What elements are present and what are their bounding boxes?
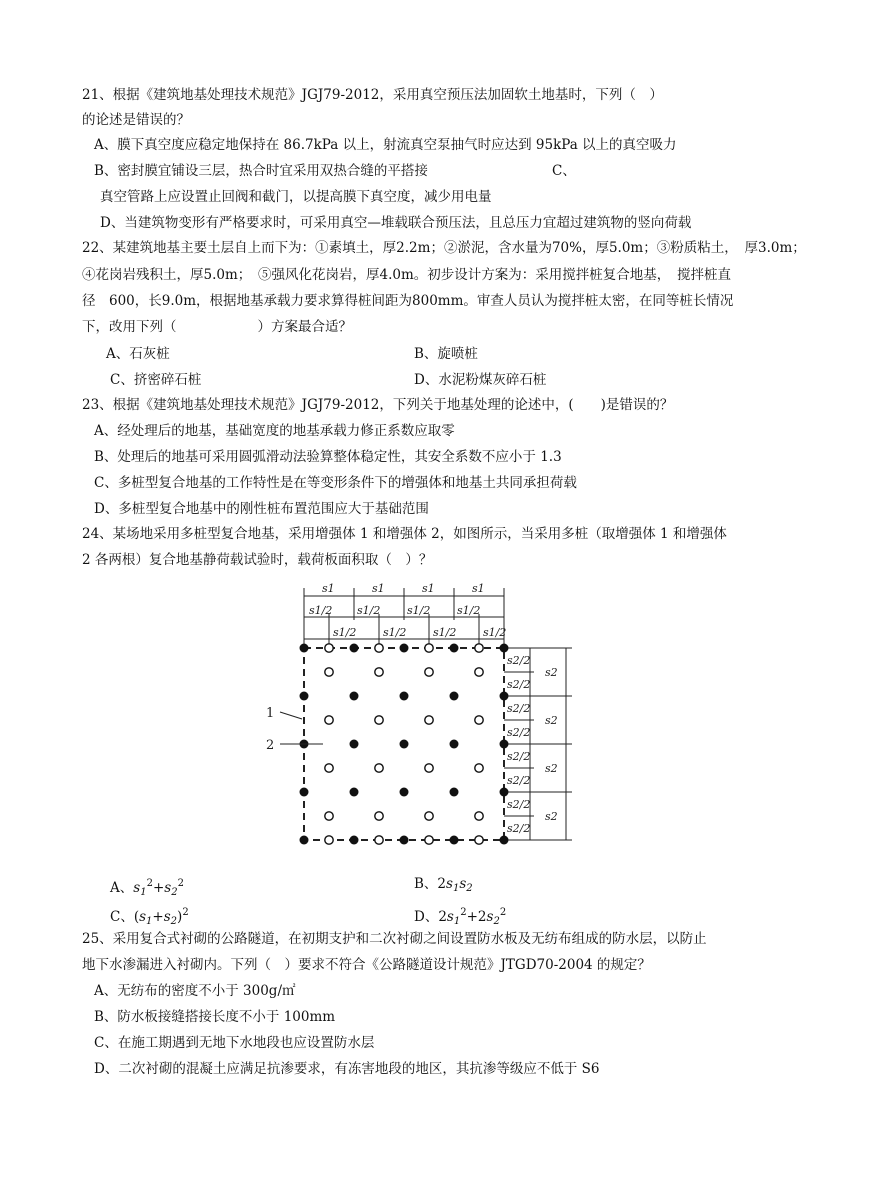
pile-type-1	[500, 644, 509, 653]
label-s1-1: s1	[322, 582, 335, 595]
q24-option-c: C、$(s_1+s_2)^2$	[110, 907, 189, 927]
q24-option-b-prefix: B、2	[414, 876, 447, 892]
pile-type-2	[325, 644, 333, 652]
pile-type-1	[350, 692, 359, 701]
pile-type-1	[450, 644, 459, 653]
top-labels	[309, 582, 506, 639]
q23-option-a: A、经处理后的地基，基础宽度的地基承载力修正系数应取零	[94, 423, 455, 439]
label-s2-4: s2	[545, 810, 558, 823]
q24-stem-line2: 2 各两根）复合地基静荷载试验时，载荷板面积取（ ）？	[82, 552, 433, 568]
pile-type-2	[475, 836, 483, 844]
pile-type-1	[500, 788, 509, 797]
pile-type-1	[300, 692, 309, 701]
pile-type-1	[400, 836, 409, 845]
pile-layout-figure	[258, 575, 578, 853]
pile-type-1	[300, 788, 309, 797]
label-s1-half-3: s1/2	[407, 604, 431, 617]
q25-option-b: B、防水板接缝搭接长度不小于 100mm	[94, 1009, 336, 1025]
q23-option-d: D、多桩型复合地基中的刚性桩布置范围应大于基础范围	[94, 501, 429, 517]
label-s1-half-1: s1/2	[309, 604, 333, 617]
label-s2-half-2: s2/2	[507, 678, 531, 691]
pile-type-1	[400, 788, 409, 797]
label-s1-3: s1	[422, 582, 435, 595]
pile-type-1	[450, 788, 459, 797]
pile-type-2	[325, 812, 333, 820]
pile-type-2	[425, 644, 433, 652]
q24-option-a-prefix: A、	[110, 880, 134, 896]
q25-option-a: A、无纺布的密度不小于 300g/㎡	[94, 983, 296, 999]
label-s1-half-5: s1/2	[333, 626, 357, 639]
pile-type-2	[425, 812, 433, 820]
q21-stem-line1: 21、根据《建筑地基处理技术规范》JGJ79-2012，采用真空预压法加固软土地基时，下列（ ）	[82, 87, 663, 103]
label-s2-half-3: s2/2	[507, 702, 531, 715]
q22-option-b: B、旋喷桩	[414, 346, 478, 362]
q22-stem-line1: 22、某建筑地基主要土层自上而下为：①素填土，厚2.2m；②淤泥，含水量为70%，厚5.0m；③粉质粘土， 厚3.0m；	[82, 240, 806, 256]
label-s1-2: s1	[372, 582, 385, 595]
q25-option-d: D、二次衬砌的混凝土应满足抗渗要求，有冻害地段的地区，其抗渗等级应不低于 S6	[94, 1061, 600, 1077]
label-s1-half-4: s1/2	[457, 604, 481, 617]
q22-option-d: D、水泥粉煤灰碎石桩	[414, 372, 547, 388]
label-s2-1: s2	[545, 666, 558, 679]
label-enhancement-1: 1	[266, 706, 275, 721]
pile-type-1	[350, 644, 359, 653]
pile-type-1	[350, 836, 359, 845]
pile-type-2	[475, 644, 483, 652]
pile-type-2	[375, 668, 383, 676]
label-s1-4: s1	[472, 582, 485, 595]
q21-option-a: A、膜下真空度应稳定地保持在 86.7kPa 以上，射流真空泵抽气时应达到 95kPa 以上的真空吸力	[94, 137, 677, 153]
label-s1-half-7: s1/2	[433, 626, 457, 639]
q24-option-c-suffix: )	[177, 909, 183, 925]
pile-type-2	[475, 668, 483, 676]
pile-type-2	[375, 716, 383, 724]
label-s2-half-1: s2/2	[507, 654, 531, 667]
q22-stem-line2: ④花岗岩残积土，厚5.0m； ⑤强风化花岗岩，厚4.0m。初步设计方案为：采用搅拌桩复合地基， 搅拌桩直	[82, 267, 732, 283]
q23-option-c: C、多桩型复合地基的工作特性是在等变形条件下的增强体和地基土共同承担荷载	[94, 475, 577, 491]
leader-lines	[280, 712, 323, 744]
label-s2-2: s2	[545, 714, 558, 727]
q21-option-c: 真空管路上应设置止回阀和截门，以提高膜下真空度，减少用电量	[100, 189, 492, 205]
pile-type-1	[350, 740, 359, 749]
pile-grid	[300, 644, 509, 845]
pile-type-1	[450, 836, 459, 845]
q24-option-a: A、$s_1^2+s_2^2$	[110, 878, 184, 898]
pile-type-2	[475, 812, 483, 820]
label-s2-half-4: s2/2	[507, 726, 531, 739]
q21-option-d: D、当建筑物变形有严格要求时，可采用真空—堆载联合预压法，且总压力宜超过建筑物的竖向荷载	[100, 215, 692, 231]
pile-type-2	[475, 716, 483, 724]
pile-type-2	[375, 836, 383, 844]
q22-stem-line3: 径 600，长9.0m，根据地基承载力要求算得桩间距为800mm。审查人员认为搅拌桩太密，在同等桩长情况	[82, 293, 734, 309]
q24-option-d-prefix: D、2	[414, 909, 447, 925]
pile-type-1	[500, 692, 509, 701]
label-s2-3: s2	[545, 762, 558, 775]
q24-option-d: D、$2s_1^2+2s_2^2$	[414, 907, 507, 927]
q21-option-b: B、密封膜宜铺设三层，热合时宜采用双热合缝的平搭接	[94, 163, 428, 179]
pile-type-1	[400, 692, 409, 701]
q21-stem-line2: 的论述是错误的？	[82, 112, 190, 128]
pile-type-1	[300, 644, 309, 653]
right-dimension-lines	[504, 648, 572, 840]
label-s2-half-8: s2/2	[507, 822, 531, 835]
label-s1-half-6: s1/2	[383, 626, 407, 639]
q25-stem-line1: 25、采用复合式衬砌的公路隧道，在初期支护和二次衬砌之间设置防水板及无纺布组成的防水层，以防止	[82, 931, 707, 947]
label-enhancement-2: 2	[266, 738, 275, 753]
q24-stem-line1: 24、某场地采用多桩型复合地基，采用增强体 1 和增强体 2，如图所示，当采用多桩（取增强体 1 和增强体	[82, 526, 727, 542]
label-s1-half-2: s1/2	[357, 604, 381, 617]
q25-stem-line2: 地下水渗漏进入衬砌内。下列（ ）要求不符合《公路隧道设计规范》JTGD70-2004 的规定？	[82, 957, 651, 973]
q23-option-b: B、处理后的地基可采用圆弧滑动法验算整体稳定性，其安全系数不应小于 1.3	[94, 449, 562, 465]
q24-option-b: B、$2s_1s_2$	[414, 876, 473, 894]
q21-option-c-label: C、	[552, 163, 576, 179]
pile-type-2	[325, 836, 333, 844]
pile-type-2	[325, 716, 333, 724]
pile-type-2	[375, 764, 383, 772]
label-s2-half-5: s2/2	[507, 750, 531, 763]
label-s1-half-8: s1/2	[483, 626, 507, 639]
pile-type-2	[425, 668, 433, 676]
pile-type-1	[500, 836, 509, 845]
pile-type-1	[400, 644, 409, 653]
pile-type-2	[375, 812, 383, 820]
pile-type-2	[425, 716, 433, 724]
pile-type-1	[450, 740, 459, 749]
q24-option-c-prefix: C、(	[110, 909, 140, 925]
pile-type-1	[350, 788, 359, 797]
pile-type-2	[425, 764, 433, 772]
pile-type-1	[500, 740, 509, 749]
pile-type-1	[450, 692, 459, 701]
pile-type-1	[300, 836, 309, 845]
q22-option-c: C、挤密碎石桩	[110, 372, 202, 388]
q22-option-a: A、石灰桩	[106, 346, 170, 362]
label-s2-half-7: s2/2	[507, 798, 531, 811]
pile-type-2	[325, 668, 333, 676]
label-s2-half-6: s2/2	[507, 774, 531, 787]
pile-type-2	[325, 764, 333, 772]
q22-stem-line4: 下，改用下列（ ）方案最合适？	[82, 319, 352, 335]
pile-type-2	[475, 764, 483, 772]
q23-stem: 23、根据《建筑地基处理技术规范》JGJ79-2012，下列关于地基处理的论述中，( )是错误的？	[82, 397, 674, 413]
pile-type-2	[425, 836, 433, 844]
pile-type-1	[400, 740, 409, 749]
q25-option-c: C、在施工期遇到无地下水地段也应设置防水层	[94, 1035, 375, 1051]
pile-type-2	[375, 644, 383, 652]
